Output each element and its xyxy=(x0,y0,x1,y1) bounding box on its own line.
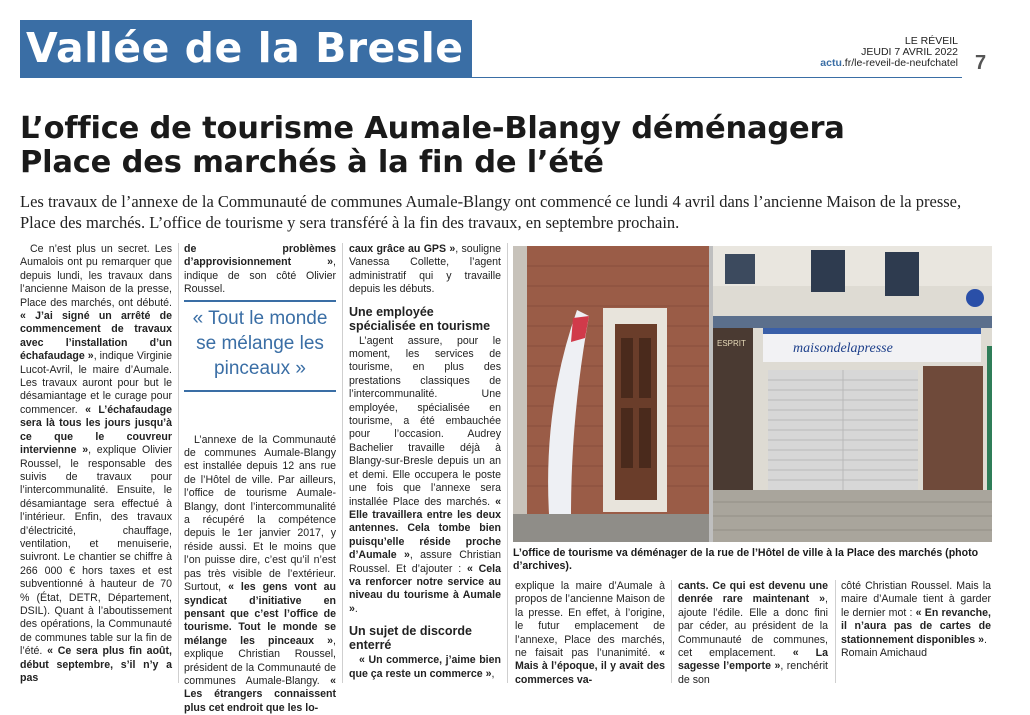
article-column-1 xyxy=(20,243,172,685)
text-run: , souligne Vanessa Collette, l’agent administratif qui y travaille depuis les débuts. xyxy=(349,243,501,296)
text-run: , indique Virginie Lucot-Avril, le maire d’Aumale. Les travaux auront pour but le désamiantage et le curage pour commencer. xyxy=(20,350,172,416)
article-photo xyxy=(513,246,992,542)
column-separator xyxy=(178,243,179,683)
text-run: explique la maire d’Aumale à propos de l’ancienne Maison de la presse. En effet, à l’origine, le futur emplacement de l’annexe, Place des marchés, ne faisait pas l’unanimité. xyxy=(515,580,665,660)
article-column-5 xyxy=(678,580,828,687)
text-run: côté Christian Roussel. Mais la maire d’Aumale tient à garder le dernier mot : xyxy=(841,580,991,619)
site-brand: actu xyxy=(820,57,842,69)
column-separator xyxy=(835,580,836,683)
paragraph xyxy=(349,654,501,681)
paragraph xyxy=(184,434,336,715)
text-run: , ajoute l’édile. Elle a donc fini par céder, au président de la Communauté de communes, cet emplacement. xyxy=(678,593,828,660)
page-number: 7 xyxy=(975,52,987,74)
quote: « Les étrangers connaissent plus cet endroit que les lo- xyxy=(184,674,336,714)
text-run: Ce n’est plus un secret. Les Aumalois ont pu remarquer que depuis lundi, les travaux dans l’ancienne Maison de la presse, Place des marchés, ont débuté. xyxy=(20,243,172,309)
quote: « Cela va renforcer notre service au niveau du tourisme à Aumale » xyxy=(349,562,501,615)
quote: de problèmes d’approvisionnement » xyxy=(184,243,336,269)
header-rule xyxy=(472,77,962,78)
quote: « Un commerce, j’aime bien que ça reste un commerce » xyxy=(349,654,501,680)
quote: « J’ai signé un arrêté de commencement de travaux avec l’installation d’un échafaudage » xyxy=(20,310,172,363)
shop-sign-top: ESPRIT xyxy=(717,339,746,348)
pull-quote: « Tout le monde se mélange les pinceaux » xyxy=(184,300,336,392)
paragraph xyxy=(841,580,991,647)
subheading: Une employée spécialisée en tourisme xyxy=(349,304,491,333)
chapeau: Les travaux de l’annexe de la Communauté de communes Aumale-Blangy ont commencé ce lundi 4 avril dans l’ancienne Maison de la presse, Place des marchés. L’office de tourisme y sera transféré à la fin des travaux, en septembre prochain. xyxy=(20,192,962,232)
byline: Romain Amichaud xyxy=(841,647,927,660)
paragraph xyxy=(20,243,172,685)
column-separator xyxy=(671,580,672,683)
text-run: L’annexe de la Communauté de communes Aumale-Blangy est installée depuis 12 ans rue de l’Hôtel de ville. Par ailleurs, l’office de tourisme Aumale-Blangy, dont l’intercommunalité a récupéré la compétence depuis le 1er janvier 2017, y réside aussi. Et le moins que l’on puisse dire, c’est qu’il n’est pas très visible de l’extérieur. Surtout, xyxy=(184,433,336,594)
article-column-3 xyxy=(349,243,501,681)
photo-caption: L’office de tourisme va déménager de la rue de l’Hôtel de ville à la Place des marchés (photo d’archives). xyxy=(513,547,979,573)
column-separator xyxy=(342,243,343,683)
article-column-4 xyxy=(515,580,665,687)
headline-line-2: Place des marchés à la fin de l’été xyxy=(20,145,604,180)
text-run: . xyxy=(354,602,358,615)
paper-name: LE RÉVEIL xyxy=(904,35,958,47)
quote: « En revanche, il n’aura pas de cartes de stationnement disponibles » xyxy=(841,606,991,646)
text-run: , renchérit de son xyxy=(678,660,828,686)
quote: « L’échafaudage sera là tous les jours jusqu’à ce que le couvreur intervienne » xyxy=(20,403,172,457)
quote: « Mais à l’époque, il y avait des commerces va- xyxy=(515,647,665,686)
paragraph xyxy=(184,243,336,297)
quote: « Elle travaillera entre les deux antennes. Cela tombe bien puisqu’elle réside proche d’Aumale » xyxy=(349,495,501,562)
site-path: .fr/le-reveil-de-neufchatel xyxy=(841,57,958,69)
headline-line-1: L’office de tourisme Aumale-Blangy déménagera xyxy=(20,111,845,146)
website-link[interactable] xyxy=(820,58,958,69)
shop-sign-text: maisondelapresse xyxy=(793,341,893,356)
text-run: , explique Christian Roussel, président de la Communauté de communes Aumale-Blangy. xyxy=(184,634,336,687)
quote: caux grâce au GPS » xyxy=(349,243,456,255)
subheading: Un sujet de discorde enterré xyxy=(349,624,472,653)
column-separator xyxy=(507,243,508,683)
photo-illustration xyxy=(513,246,992,542)
quote: cants. Ce qui est devenu une denrée rare maintenant » xyxy=(678,580,828,606)
paragraph xyxy=(349,335,501,617)
paragraph xyxy=(515,580,665,687)
paragraph xyxy=(349,243,501,297)
masthead xyxy=(820,36,958,69)
text-run: . xyxy=(984,633,987,646)
text-run: , assure Christian Roussel. Et d’ajouter : xyxy=(349,549,501,575)
headline xyxy=(20,112,845,180)
text-run: L’agent assure, pour le moment, les services de tourisme, en plus des prestations classiques de l’intercommunalité. Une employée, spécialisée en tourisme, a été embauchée pour l’occasion. Audrey Bachelier travaille déjà à Blangy-sur-Bresle depuis un an et demi. Elle occupera le poste une fois que l’annexe sera installée Place des marchés. xyxy=(349,334,501,508)
quote: « les gens vont au syndicat d’initiative en pensant que c’est l’office de tourisme. Tout le monde se mélange les pinceaux » xyxy=(184,581,337,647)
article-column-6 xyxy=(841,580,991,660)
quote: « La sagesse l’emporte » xyxy=(678,647,828,673)
paragraph xyxy=(678,580,828,687)
text-run: , indique de son côté Olivier Roussel. xyxy=(184,256,336,296)
text-run: , xyxy=(491,667,495,680)
issue-date: JEUDI 7 AVRIL 2022 xyxy=(861,46,958,58)
quote: « Ce sera plus fin août, début septembre, s’il n’y a pas xyxy=(20,645,172,684)
text-run: , explique Olivier Roussel, le responsable des suivis de travaux pour l’intercommunalité. Ensuite, le désamiantage sera effectué à l’intérieur. Enfin, des travaux d’électricité, chauffage, ventilation, et menuiserie, suivront. Le chantier se chiffre à 266 000 € hors taxes et est subventionné à hauteur de 70 % (État, DETR, Département, DSIL). Quant à l’aboutissement des opérations, la Communauté de communes table sur la fin de l’été. xyxy=(20,444,173,658)
section-title: Vallée de la Bresle xyxy=(26,24,464,72)
